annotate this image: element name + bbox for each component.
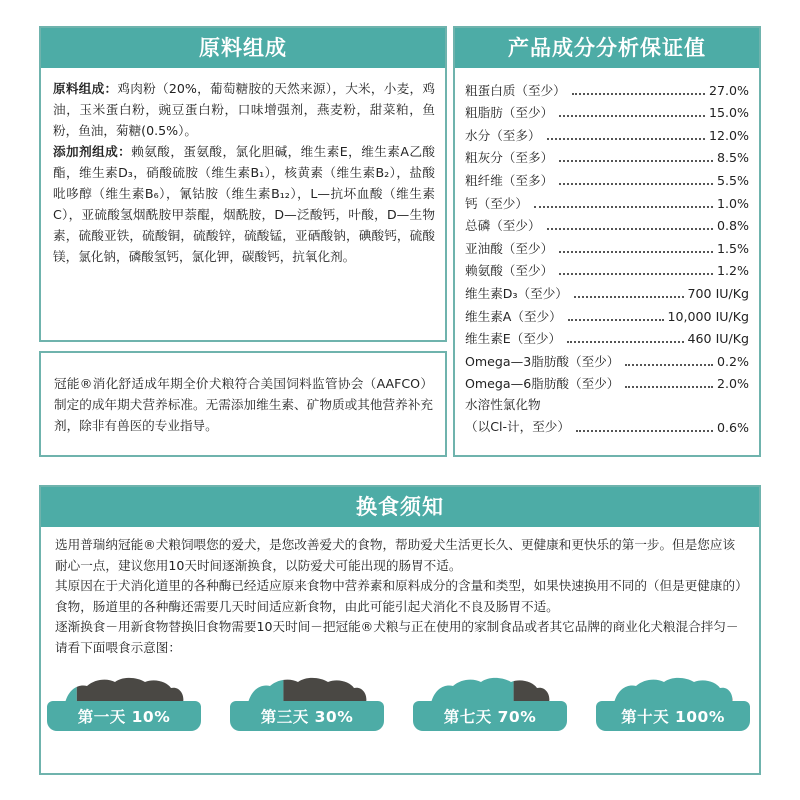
dot-leader: [559, 160, 713, 162]
raw-text: 鸡肉粉（20%，葡萄糖胺的天然来源），大米，小麦，鸡油，玉米蛋白粉，豌豆蛋白粉，口味增强剂，燕麦粉，甜菜粕，鱼粉，鱼油，菊糖(0.5%）。: [53, 81, 435, 138]
additive-text: 赖氨酸，蛋氨酸，氯化胆碱，维生素E，维生素A乙酸酯，维生素D₃，硝酸硫胺（维生素B₁），核黄素（维生素B₂），盐酸吡哆醇（维生素B₆），氰钴胺（维生素B₁₂），L—抗坏血酸（维生素C），亚硫酸氢烟酰胺甲萘醌，烟酰胺，D—泛酸钙，叶酸，D—生物素，硫酸亚铁，硫酸铜，硫酸锌，硫酸锰，亚硒酸钠，碘酸钙，硫酸镁，氯化钠，磷酸氢钙，氯化钾，碳酸钙，抗氧化剂。: [53, 144, 436, 264]
guarantee-value: 2.0%: [717, 376, 749, 392]
guarantee-label: Omega—6脂肪酸（至少）: [465, 376, 620, 392]
guarantee-value: 0.2%: [717, 353, 749, 369]
transition-para-2: 其原因在于犬消化道里的各种酶已经适应原来食物中营养素和原料成分的含量和类型，如果快速换用不同的（但是更健康的）食物，肠道里的各种酶还需要几天时间适应新食物，由此可能引起犬消化不良及肠胃不适。: [55, 578, 742, 614]
guarantee-value: 12.0%: [708, 127, 749, 143]
guarantee-row: [465, 327, 749, 350]
transition-para-1: 选用普瑞纳冠能®犬粮饲喂您的爱犬，是您改善爱犬的食物，帮助爱犬生活更长久、更健康和更快乐的第一步。但是您应该耐心一点，建议您用10天时间逐渐换食，以防爱犬可能出现的肠胃不适。: [55, 537, 736, 573]
guarantee-panel: [453, 26, 761, 457]
guarantee-row: [465, 304, 749, 327]
guarantee-value: 0.6%: [717, 420, 749, 436]
guarantee-label: 钙（至少）: [465, 195, 528, 211]
additive-ingredients: [53, 141, 435, 267]
guarantee-value: 460 IU/Kg: [687, 331, 749, 347]
additive-label: 添加剂组成：: [53, 144, 132, 159]
dot-leader: [572, 93, 705, 95]
dot-leader: [567, 341, 683, 343]
guarantee-title: 产品成分分析保证值: [455, 28, 759, 68]
guarantee-value: 10,000 IU/Kg: [667, 308, 749, 324]
guarantee-value: 27.0%: [708, 82, 749, 98]
feeding-step: [413, 676, 567, 756]
dot-leader: [559, 183, 713, 185]
guarantee-rows: [455, 68, 759, 438]
guarantee-row: [465, 259, 749, 282]
dot-leader: [625, 386, 713, 388]
raw-label: 原料组成：: [53, 81, 118, 96]
guarantee-row-chloride: [465, 394, 749, 438]
guarantee-label: 粗纤维（至多）: [465, 172, 554, 188]
ingredients-title: 原料组成: [41, 28, 445, 68]
guarantee-row: [465, 168, 749, 191]
dot-leader: [576, 430, 713, 432]
guarantee-value: 5.5%: [717, 172, 749, 188]
guarantee-value: 700 IU/Kg: [687, 285, 749, 301]
chloride-label-line1: 水溶性氯化物: [465, 397, 541, 413]
guarantee-row: [465, 123, 749, 146]
ingredients-body: [41, 68, 445, 267]
guarantee-value: 15.0%: [708, 105, 749, 121]
guarantee-row: [465, 349, 749, 372]
dot-leader: [559, 251, 713, 253]
dot-leader: [534, 206, 713, 208]
guarantee-value: 0.8%: [717, 218, 749, 234]
chloride-label-line2: （以Cl-计，至少）: [465, 419, 570, 435]
feeding-step-label: 第十天 100%: [596, 701, 750, 731]
ingredients-panel: [39, 26, 447, 342]
guarantee-label: Omega—3脂肪酸（至少）: [465, 353, 620, 369]
guarantee-value: 1.5%: [717, 240, 749, 256]
dot-leader: [547, 138, 705, 140]
dot-leader: [559, 115, 705, 117]
dot-leader: [559, 273, 713, 275]
transition-title: 换食须知: [41, 487, 759, 527]
guarantee-label: 维生素A（至少）: [465, 308, 562, 324]
guarantee-label: 水分（至多）: [465, 127, 541, 143]
transition-para-3: 逐渐换食－用新食物替换旧食物需要10天时间－把冠能®犬粮与正在使用的家制食品或者其它品牌的商业化犬粮混合拌匀－请看下面喂食示意图：: [55, 619, 739, 655]
guarantee-label: 维生素D₃（至少）: [465, 285, 568, 301]
dot-leader: [547, 228, 713, 230]
guarantee-label: 粗脂肪（至少）: [465, 105, 554, 121]
guarantee-row: [465, 372, 749, 395]
guarantee-label: 赖氨酸（至少）: [465, 263, 554, 279]
guarantee-row: [465, 78, 749, 101]
guarantee-row: [465, 191, 749, 214]
dot-leader: [574, 296, 684, 298]
guarantee-label: 总磷（至少）: [465, 218, 541, 234]
guarantee-value: 1.0%: [717, 195, 749, 211]
guarantee-value: 1.2%: [717, 263, 749, 279]
guarantee-row: [465, 281, 749, 304]
guarantee-label: 亚油酸（至少）: [465, 240, 554, 256]
feeding-step: [230, 676, 384, 756]
feeding-step-label: 第一天 10%: [47, 701, 201, 731]
dot-leader: [625, 364, 713, 366]
dot-leader: [568, 319, 664, 321]
guarantee-row: [465, 146, 749, 169]
guarantee-label: 粗蛋白质（至少）: [465, 82, 566, 98]
raw-ingredients: [53, 78, 435, 141]
guarantee-label: 粗灰分（至多）: [465, 150, 554, 166]
guarantee-row: [465, 214, 749, 237]
feeding-step-label: 第七天 70%: [413, 701, 567, 731]
feeding-step-label: 第三天 30%: [230, 701, 384, 731]
guarantee-row: [465, 101, 749, 124]
guarantee-label: 维生素E（至少）: [465, 331, 562, 347]
guarantee-label: [465, 394, 570, 438]
feeding-step: [47, 676, 201, 756]
guarantee-row: [465, 236, 749, 259]
transition-body: [41, 527, 759, 658]
aafco-note: 冠能®消化舒适成年期全价犬粮符合美国饲料监管协会（AAFCO）制定的成年期犬营养标准。无需添加维生素、矿物质或其他营养补充剂，除非有兽医的专业指导。: [39, 351, 447, 457]
guarantee-value: 8.5%: [717, 150, 749, 166]
feeding-step: [596, 676, 750, 756]
